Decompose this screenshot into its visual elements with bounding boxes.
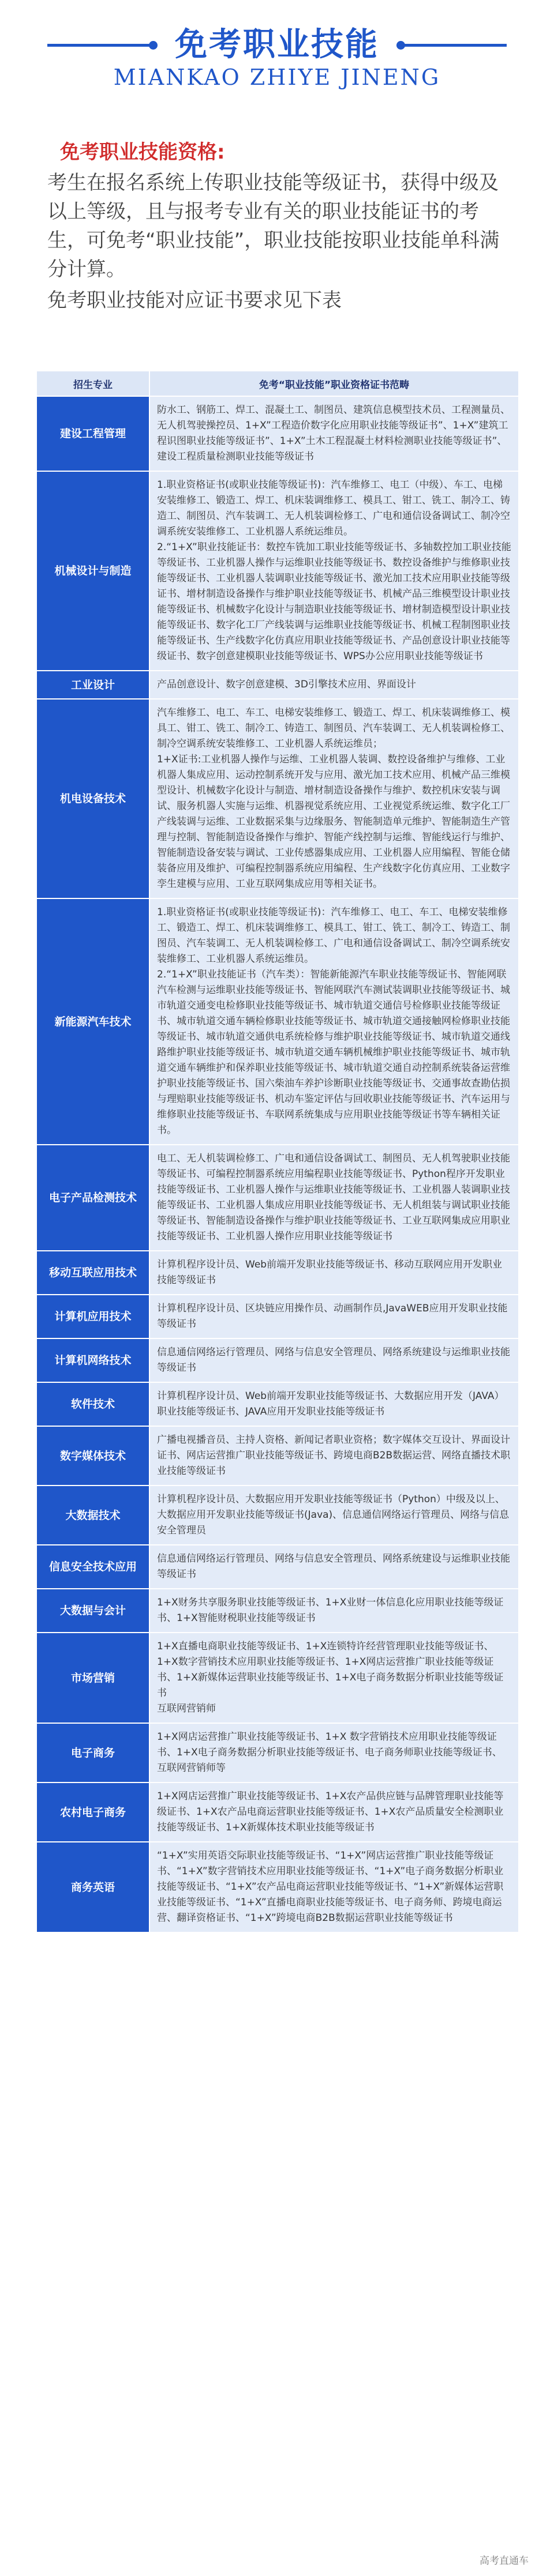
major-name: 建设工程管理 [36,396,149,471]
certificate-text: 产品创意设计、数字创意建模、3D引擎技术应用、界面设计 [157,679,416,690]
major-name: 信息安全技术应用 [36,1545,149,1589]
certificate-text: 计算机程序设计员、Web前端开发职业技能等级证书、移动互联网应用开发职业技能等级证书 [157,1259,503,1286]
page-subtitle: MIANKAO ZHIYE JINENG [113,65,441,90]
major-name: 电子产品检测技术 [36,1145,149,1251]
table-row [36,471,519,671]
certificate-table [36,370,519,1933]
certificate-text: 汽车维修工、电工、车工、电梯安装维修工、锻造工、焊工、机床装调维修工、模具工、钳工、铣工、制冷工、铸造工、制图员、汽车装调工、无人机装调检修工、制冷空调系统安装维修工、工业机器人系统运维员； [157,707,510,750]
table-row [36,1295,519,1338]
certificate-list [149,1782,519,1842]
certificate-list [149,1426,519,1486]
certificate-list [149,1486,519,1545]
certificate-list [149,1545,519,1589]
intro-paragraph: 考生在报名系统上传职业技能等级证书，获得中级及以上等级，且与报考专业有关的职业技能证书的考生，可免考“职业技能”，职业技能按职业技能单科满分计算。 [47,171,500,281]
certificate-list [149,1251,519,1295]
certificate-list [149,1633,519,1723]
major-name: 数字媒体技术 [36,1426,149,1486]
table-row [36,1842,519,1932]
page-title: 免考职业技能 [175,26,379,63]
certificate-text: 计算机程序设计员、大数据应用开发职业技能等级证书（Python）中级及以上、大数据应用开发职业技能等级证书(Java)、信息通信网络运行管理员、网络与信息安全管理员 [157,1494,510,1536]
major-name: 大数据与会计 [36,1589,149,1633]
table-row [36,1145,519,1251]
certificate-text: 计算机程序设计员、区块链应用操作员、动画制作员,JavaWEB应用开发职业技能等级证书 [157,1303,508,1330]
certificate-list [149,1338,519,1382]
table-row [36,1589,519,1633]
watermark: 高考直通车 [480,2555,529,2567]
certificate-text: 1+X网店运营推广职业技能等级证书、1+X农产品供应链与品牌管理职业技能等级证书、1+X农产品电商运营职业技能等级证书、1+X农产品质量安全检测职业技能等级证书、1+X新媒体技术职业技能等级证书 [157,1791,504,1833]
certificate-text: 1+X直播电商职业技能等级证书、1+X连锁特许经营管理职业技能等级证书、1+X数字营销技术应用职业技能等级证书、1+X网店运营推广职业技能等级证书、1+X新媒体运营职业技能等级证书、1+X电子商务数据分析职业技能等级证书 [157,1641,504,1699]
table-row [36,1382,519,1426]
certificate-text: 1.职业资格证书(或职业技能等级证书)：汽车维修工、电工（中级）、车工、电梯安装维修工、锻造工、焊工、机床装调维修工、模具工、钳工、铣工、制冷工、铸造工、制图员、汽车装调工、无人机装调检修工、广电和通信设备调试工、制冷空调系统安装维修工、工业机器人系统运维员。 [157,479,510,537]
major-name: 工业设计 [36,671,149,699]
certificate-list [149,471,519,671]
column-header-major: 招生专业 [36,371,149,396]
column-header-certificates: 免考“职业技能”职业资格证书范畴 [149,371,519,396]
major-name: 移动互联应用技术 [36,1251,149,1295]
major-name: 农村电子商务 [36,1782,149,1842]
table-body [36,396,519,1932]
major-name: 大数据技术 [36,1486,149,1545]
table-row [36,1338,519,1382]
certificate-list [149,396,519,471]
major-name: 软件技术 [36,1382,149,1426]
certificate-text: 2.“1+X”职业技能证书：数控车铣加工职业技能等级证书、多轴数控加工职业技能等级证书、工业机器人操作与运维职业技能等级证书、数控设备维护与维修职业技能等级证书、工业机器人装调职业技能等级证书、激光加工技术应用职业技能等级证书、增材制造设备操作与维护职业技能等级证书、机械产品三维模型设计职业技能等级证书、机械数字化设计与制造职业技能等级证书、增材制造模型设计职业技能等级证书、数字化工厂产线装调与运维职业技能等级证书、机械工程制图职业技能等级证书、生产线数字化仿真应用职业技能等级证书、产品创意设计职业技能等级证书、数字创意建模职业技能等级证书、WPS办公应用职业技能等级证书 [157,541,511,662]
table-row [36,1251,519,1295]
certificate-list [149,1589,519,1633]
major-name: 市场营销 [36,1633,149,1723]
title-row [0,22,554,62]
certificate-list [149,898,519,1145]
certificate-text: 1+X财务共享服务职业技能等级证书、1+X业财一体信息化应用职业技能等级证书、1+X智能财税职业技能等级证书 [157,1597,504,1624]
certificate-list [149,1295,519,1338]
certificate-text: 信息通信网络运行管理员、网络与信息安全管理员、网络系统建设与运维职业技能等级证书 [157,1553,510,1580]
certificate-list [149,699,519,898]
major-name: 商务英语 [36,1842,149,1932]
intro-note: 免考职业技能对应证书要求见下表 [47,289,342,312]
certificate-text: 互联网营销师 [157,1703,216,1714]
certificate-text: 1+X网店运营推广职业技能等级证书、1+X 数字营销技术应用职业技能等级证书、1+X电子商务数据分析职业技能等级证书、电子商务师职业技能等级证书、互联网营销师等 [157,1731,502,1774]
table-row [36,898,519,1145]
major-name: 计算机应用技术 [36,1295,149,1338]
major-name: 新能源汽车技术 [36,898,149,1145]
certificate-text: 广播电视播音员、主持人资格、新闻记者职业资格；数字媒体交互设计、界面设计证书、网店运营推广职业技能等级证书、跨境电商B2B数据运营、网络直播技术职业技能等级证书 [157,1434,511,1477]
certificate-list [149,671,519,699]
header [0,0,554,115]
major-name: 电子商务 [36,1723,149,1782]
table-row [36,671,519,699]
certificate-text: 1+X证书:工业机器人操作与运维、工业机器人装调、数控设备维护与维修、工业机器人集成应用、运动控制系统开发与应用、激光加工技术应用、机械产品三维模型设计、机械数字化设计与制造、增材制造设备操作与维护、数控机床安装与调试、服务机器人实施与运维、机器视觉系统应用、工业视觉系统运维、数字化工厂产线装调与运维、工业数据采集与边缘服务、智能制造单元维护、智能制造生产管理与控制、智能制造设备操作与维护、智能产线控制与运维、智能线运行与维护、智能制造设备安装与调试、工业传感器集成应用、工业机器人应用编程、智能仓储装备应用及维护、可编程控制器系统应用编程、生产线数字化仿真应用、工业数字孪生建模与应用、工业互联网集成应用等相关证书。 [157,754,510,890]
certificate-text: 计算机程序设计员、Web前端开发职业技能等级证书、大数据应用开发（JAVA）职业技能等级证书、JAVA应用开发职业技能等级证书 [157,1390,504,1417]
major-name: 机电设备技术 [36,699,149,898]
certificate-text: “1+X”实用英语交际职业技能等级证书、“1+X”网店运营推广职业技能等级证书、“1+X”数字营销技术应用职业技能等级证书、“1+X”电子商务数据分析职业技能等级证书、“1+X”农产品电商运营职业技能等级证书、“1+X”新媒体运营职业技能等级证书、“1+X”直播电商职业技能等级证书、电子商务师、跨境电商运营、翻译资格证书、“1+X”跨境电商B2B数据运营职业技能等级证书 [157,1850,504,1924]
certificate-list [149,1723,519,1782]
major-name: 计算机网络技术 [36,1338,149,1382]
certificate-list [149,1842,519,1932]
certificate-text: 1.职业资格证书(或职业技能等级证书)：汽车维修工、电工、车工、电梯安装维修工、锻造工、焊工、机床装调维修工、模具工、钳工、铣工、制冷工、铸造工、制图员、汽车装调工、无人机装调检修工、广电和通信设备调试工、制冷空调系统安装维修工、工业机器人系统运维员。 [157,907,510,965]
table-row [36,396,519,471]
certificate-text: 2.“1+X”职业技能证书（汽车类）：智能新能源汽车职业技能等级证书、智能网联汽车检测与运维职业技能等级证书、智能网联汽车测试装调职业技能等级证书、城市轨道交通变电检修职业技能等级证书、城市轨道交通信号检修职业技能等级证书、城市轨道交通车辆检修职业技能等级证书、城市轨道交通接触网检修职业技能等级证书、城市轨道交通供电系统检修与维护职业技能等级证书、城市轨道交通线路维护职业技能等级证书、城市轨道交通车辆机械维护职业技能等级证书、城市轨道交通车辆维护和保养职业技能等级证书、城市轨道交通自动控制系统装备运营维护职业技能等级证书、国六柴油车养护诊断职业技能等级证书、交通事故查勘估损与理赔职业技能等级证书、机动车鉴定评估与回收职业技能等级证书、汽车运用与维修职业技能等级证书、车联网系统集成与应用职业技能等级证书等车辆相关证书。 [157,969,510,1136]
table-row [36,1545,519,1589]
table-row [36,1486,519,1545]
section-heading: 免考职业技能资格: [60,141,225,164]
certificate-table-wrapper [36,370,518,1933]
certificate-text: 信息通信网络运行管理员、网络与信息安全管理员、网络系统建设与运维职业技能等级证书 [157,1347,510,1374]
intro-text [47,168,515,315]
certificate-list [149,1382,519,1426]
table-row [36,1782,519,1842]
table-header-row [36,371,519,396]
table-row [36,1426,519,1486]
table-row [36,699,519,898]
table-row [36,1633,519,1723]
certificate-text: 电工、无人机装调检修工、广电和通信设备调试工、制图员、无人机驾驶职业技能等级证书、可编程控制器系统应用编程职业技能等级证书、Python程序开发职业技能等级证书、工业机器人操作与运维职业技能等级证书、工业机器人装调职业技能等级证书、工业机器人集成应用职业技能等级证书、无人机组装与调试职业技能等级证书、智能制造设备操作与维护职业技能等级证书、工业互联网集成应用职业技能等级证书、工业机器人操作应用职业技能等级证书 [157,1153,510,1242]
table-row [36,1723,519,1782]
certificate-text: 防水工、钢筋工、焊工、混凝土工、制图员、建筑信息模型技术员、工程测量员、无人机驾驶操控员、1+X”工程造价数字化应用职业技能等级证书”、1+X”建筑工程识图职业技能等级证书”、1+X”土木工程混凝土材料检测职业技能等级证书”、建设工程质量检测职业技能等级证书 [157,404,510,462]
major-name: 机械设计与制造 [36,471,149,671]
certificate-list [149,1145,519,1251]
